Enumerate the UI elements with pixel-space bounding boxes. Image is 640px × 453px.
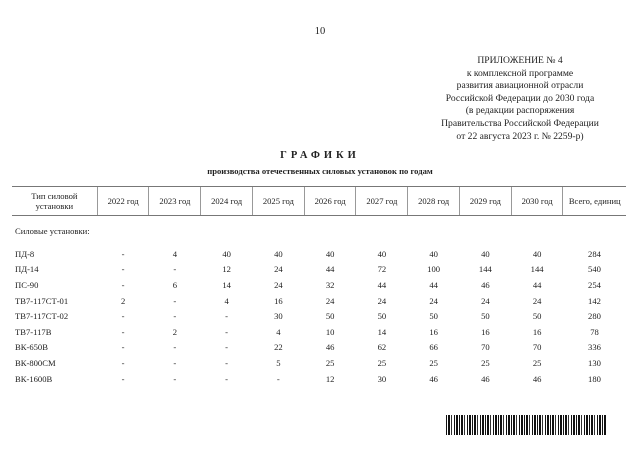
header-year: 2029 год xyxy=(459,187,511,216)
cell: 24 xyxy=(481,295,490,306)
table-row xyxy=(12,262,626,278)
header-year: 2026 год xyxy=(304,187,356,216)
appendix-line: к комплексной программе xyxy=(466,67,574,79)
table-row xyxy=(12,246,626,262)
cell: 46 xyxy=(325,342,335,353)
cell: 32 xyxy=(325,279,335,290)
table-row xyxy=(12,277,626,293)
header-engine-type: Тип силовой установки xyxy=(12,187,97,216)
cell: - xyxy=(121,248,125,259)
cell: 72 xyxy=(377,264,387,275)
appendix-line: от 22 августа 2023 г. № 2259-р) xyxy=(456,130,584,142)
cell: 70 xyxy=(532,342,542,353)
cell: 25 xyxy=(481,357,490,368)
cell: 25 xyxy=(532,357,542,368)
cell: 44 xyxy=(532,279,542,290)
engine-name: ВК-650В xyxy=(15,342,48,353)
cell: 12 xyxy=(325,373,335,384)
appendix-line: Правительства Российской Федерации xyxy=(441,117,599,129)
group-label: Силовые установки: xyxy=(15,226,90,236)
cell: 25 xyxy=(377,357,387,368)
header-year: 2024 год xyxy=(201,187,253,216)
table-row xyxy=(12,355,626,371)
cell: - xyxy=(121,264,125,275)
total-cell: 142 xyxy=(588,295,601,306)
total-cell: 336 xyxy=(588,342,601,353)
cell: 100 xyxy=(427,264,441,275)
cell: 40 xyxy=(429,248,438,259)
total-cell: 180 xyxy=(588,373,601,384)
cell: 2 xyxy=(172,326,177,337)
cell: - xyxy=(225,311,229,322)
cell: 40 xyxy=(325,248,335,259)
cell: 40 xyxy=(377,248,387,259)
cell: 16 xyxy=(274,295,283,306)
cell: 12 xyxy=(222,264,231,275)
appendix-line: развития авиационной отрасли xyxy=(456,80,584,92)
cell: 10 xyxy=(325,326,335,337)
cell: 46 xyxy=(429,373,438,384)
cell: 144 xyxy=(530,264,544,275)
cell: 70 xyxy=(481,342,490,353)
cell: 50 xyxy=(377,311,387,322)
cell: - xyxy=(121,326,125,337)
cell: 6 xyxy=(172,279,177,290)
cell: - xyxy=(225,357,229,368)
header-year: 2030 год xyxy=(511,187,563,216)
cell: 22 xyxy=(274,342,283,353)
total-cell: 130 xyxy=(588,357,601,368)
cell: 5 xyxy=(276,357,281,368)
cell: 46 xyxy=(532,373,542,384)
table-row xyxy=(12,340,626,356)
cell: 4 xyxy=(224,295,229,306)
header-year: 2025 год xyxy=(252,187,304,216)
document-title: ГРАФИКИ xyxy=(280,150,360,161)
cell: 50 xyxy=(481,311,490,322)
total-cell: 540 xyxy=(588,264,601,275)
cell: 25 xyxy=(429,357,438,368)
total-cell: 280 xyxy=(588,311,601,322)
cell: 4 xyxy=(276,326,281,337)
appendix-line: Российской Федерации до 2030 года xyxy=(445,92,595,104)
cell: 16 xyxy=(429,326,438,337)
barcode-block xyxy=(446,410,606,435)
cell: - xyxy=(173,357,177,368)
engine-name: ТВ7-117СТ-02 xyxy=(15,311,69,322)
cell: 66 xyxy=(429,342,438,353)
barcode-icon xyxy=(446,415,606,435)
cell: 24 xyxy=(274,279,283,290)
production-schedule-table xyxy=(12,186,626,386)
group-row xyxy=(12,216,626,247)
cell: 50 xyxy=(429,311,438,322)
cell: - xyxy=(173,264,177,275)
cell: 16 xyxy=(481,326,490,337)
table-row xyxy=(12,308,626,324)
header-year: 2028 год xyxy=(408,187,460,216)
cell: 44 xyxy=(429,279,438,290)
cell: 50 xyxy=(325,311,335,322)
appendix-line: (в редакции распоряжения xyxy=(465,105,575,117)
cell: - xyxy=(225,342,229,353)
engine-name: ВК-800СМ xyxy=(15,357,56,368)
cell: - xyxy=(121,373,125,384)
cell: - xyxy=(121,357,125,368)
page-number: 10 xyxy=(314,26,326,37)
total-cell: 284 xyxy=(588,248,601,259)
engine-name: ПД-8 xyxy=(15,248,35,259)
engine-name: ВК-1600В xyxy=(15,373,53,384)
cell: 24 xyxy=(325,295,335,306)
cell: 144 xyxy=(478,264,492,275)
cell: 46 xyxy=(481,279,490,290)
cell: 40 xyxy=(222,248,231,259)
document-subtitle: производства отечественных силовых установок по годам xyxy=(207,166,433,176)
total-cell: 78 xyxy=(590,326,599,337)
engine-name: ПС-90 xyxy=(15,279,39,290)
header-year: 2027 год xyxy=(356,187,408,216)
cell: - xyxy=(276,373,280,384)
table-header-row xyxy=(12,187,626,216)
appendix-header xyxy=(420,55,620,143)
cell: - xyxy=(173,311,177,322)
cell: 14 xyxy=(222,279,231,290)
cell: 4 xyxy=(172,248,177,259)
cell: - xyxy=(173,342,177,353)
cell: 46 xyxy=(481,373,490,384)
cell: 16 xyxy=(532,326,542,337)
cell: 25 xyxy=(325,357,335,368)
cell: - xyxy=(121,279,125,290)
engine-name: ПД-14 xyxy=(15,264,39,275)
cell: 24 xyxy=(532,295,542,306)
cell: 30 xyxy=(377,373,387,384)
table-row xyxy=(12,371,626,387)
engine-name: ТВ7-117СТ-01 xyxy=(15,295,69,306)
appendix-line: ПРИЛОЖЕНИЕ № 4 xyxy=(477,55,563,66)
cell: 24 xyxy=(377,295,387,306)
cell: - xyxy=(225,326,229,337)
cell: 24 xyxy=(429,295,438,306)
cell: 50 xyxy=(532,311,542,322)
cell: 40 xyxy=(481,248,490,259)
cell: 24 xyxy=(274,264,283,275)
cell: 14 xyxy=(377,326,387,337)
cell: 40 xyxy=(274,248,283,259)
cell: - xyxy=(173,373,177,384)
table-row xyxy=(12,293,626,309)
cell: 44 xyxy=(377,279,387,290)
cell: - xyxy=(121,342,125,353)
cell: 30 xyxy=(274,311,283,322)
cell: - xyxy=(121,311,125,322)
cell: 2 xyxy=(120,295,126,306)
header-year: 2023 год xyxy=(149,187,201,216)
table-row xyxy=(12,324,626,340)
engine-name: ТВ7-117В xyxy=(15,326,52,337)
cell: 62 xyxy=(377,342,387,353)
total-cell: 254 xyxy=(588,279,601,290)
cell: 44 xyxy=(325,264,335,275)
cell: - xyxy=(225,373,229,384)
header-year: 2022 год xyxy=(97,187,149,216)
header-total: Всего, единиц xyxy=(563,187,626,216)
cell: - xyxy=(173,295,177,306)
cell: 40 xyxy=(532,248,542,259)
